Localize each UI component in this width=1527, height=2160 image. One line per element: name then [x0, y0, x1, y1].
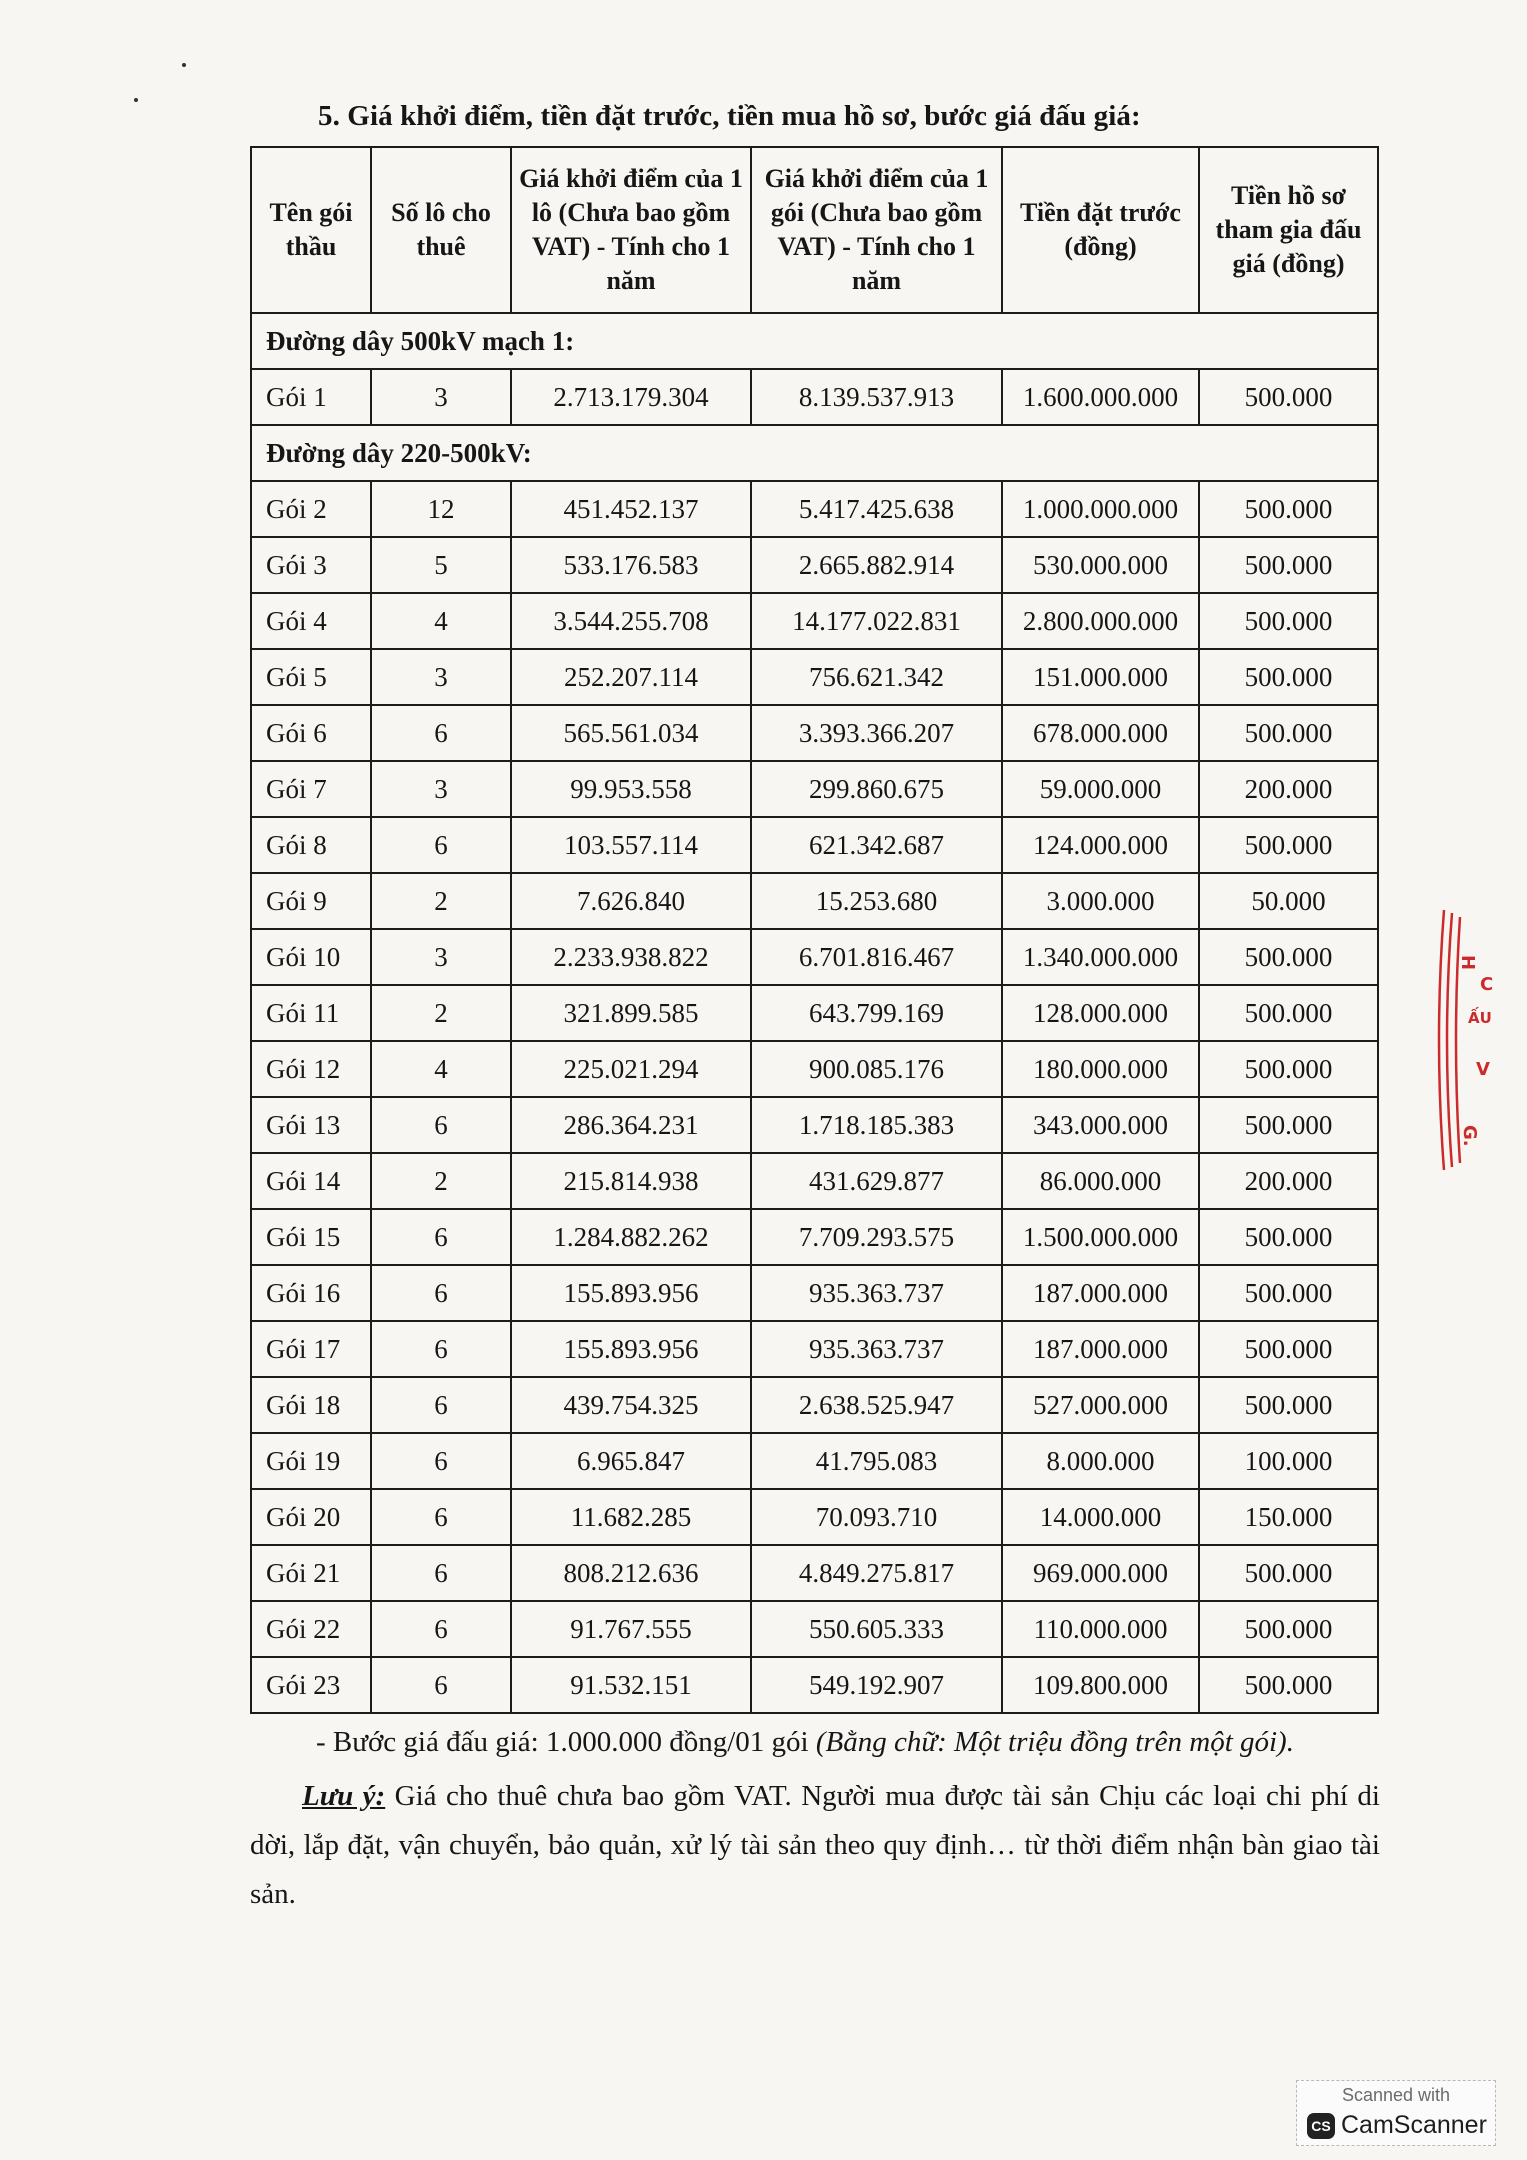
package-name-cell: Gói 20: [251, 1489, 371, 1545]
lot-start-price-cell: 1.284.882.262: [511, 1209, 751, 1265]
deposit-cell: 1.340.000.000: [1002, 929, 1199, 985]
table-row: [251, 873, 1378, 929]
lot-start-price-cell: 2.713.179.304: [511, 369, 751, 425]
bid-step-text: - Bước giá đấu giá: 1.000.000 đồng/01 gói: [316, 1726, 816, 1758]
deposit-cell: 180.000.000: [1002, 1041, 1199, 1097]
package-name-cell: Gói 18: [251, 1377, 371, 1433]
deposit-cell: 59.000.000: [1002, 761, 1199, 817]
deposit-cell: 2.800.000.000: [1002, 593, 1199, 649]
lot-start-price-cell: 91.767.555: [511, 1601, 751, 1657]
deposit-cell: 343.000.000: [1002, 1097, 1199, 1153]
lot-count-cell: 6: [371, 1545, 511, 1601]
camscanner-logo-icon: CS: [1307, 2113, 1335, 2139]
package-name-cell: Gói 3: [251, 537, 371, 593]
lot-start-price-cell: 215.814.938: [511, 1153, 751, 1209]
package-start-price-cell: 621.342.687: [751, 817, 1002, 873]
section-row: [251, 425, 1378, 481]
package-name-cell: Gói 5: [251, 649, 371, 705]
lot-count-cell: 6: [371, 1489, 511, 1545]
package-start-price-cell: 1.718.185.383: [751, 1097, 1002, 1153]
lot-count-cell: 3: [371, 649, 511, 705]
package-start-price-cell: 935.363.737: [751, 1321, 1002, 1377]
note-label: Lưu ý:: [302, 1780, 386, 1812]
seal-glyph: ẤU: [1468, 1009, 1492, 1027]
header-lot-count: Số lô cho thuê: [371, 147, 511, 313]
table-row: [251, 929, 1378, 985]
lot-start-price-cell: 2.233.938.822: [511, 929, 751, 985]
deposit-cell: 187.000.000: [1002, 1321, 1199, 1377]
package-name-cell: Gói 23: [251, 1657, 371, 1713]
lot-count-cell: 6: [371, 1657, 511, 1713]
dossier-fee-cell: 500.000: [1199, 1097, 1378, 1153]
table-row: [251, 1265, 1378, 1321]
package-name-cell: Gói 13: [251, 1097, 371, 1153]
lot-count-cell: 6: [371, 1601, 511, 1657]
package-start-price-cell: 431.629.877: [751, 1153, 1002, 1209]
camscanner-watermark: [1296, 2080, 1496, 2146]
lot-count-cell: 6: [371, 1097, 511, 1153]
red-seal-stamp: [1432, 905, 1502, 1175]
note-paragraph: [250, 1772, 1380, 1919]
package-name-cell: Gói 9: [251, 873, 371, 929]
package-name-cell: Gói 7: [251, 761, 371, 817]
dossier-fee-cell: 200.000: [1199, 1153, 1378, 1209]
lot-count-cell: 3: [371, 369, 511, 425]
deposit-cell: 187.000.000: [1002, 1265, 1199, 1321]
package-start-price-cell: 14.177.022.831: [751, 593, 1002, 649]
package-start-price-cell: 299.860.675: [751, 761, 1002, 817]
header-dossier-fee: Tiền hồ sơ tham gia đấu giá (đồng): [1199, 147, 1378, 313]
package-start-price-cell: 756.621.342: [751, 649, 1002, 705]
deposit-cell: 1.000.000.000: [1002, 481, 1199, 537]
section-row: [251, 313, 1378, 369]
package-start-price-cell: 8.139.537.913: [751, 369, 1002, 425]
package-start-price-cell: 6.701.816.467: [751, 929, 1002, 985]
table-body: [251, 313, 1378, 1713]
deposit-cell: 151.000.000: [1002, 649, 1199, 705]
scan-speck: [134, 98, 138, 102]
package-name-cell: Gói 21: [251, 1545, 371, 1601]
lot-count-cell: 6: [371, 705, 511, 761]
lot-start-price-cell: 6.965.847: [511, 1433, 751, 1489]
package-name-cell: Gói 2: [251, 481, 371, 537]
lot-count-cell: 3: [371, 761, 511, 817]
package-start-price-cell: 41.795.083: [751, 1433, 1002, 1489]
package-start-price-cell: 643.799.169: [751, 985, 1002, 1041]
seal-glyph: H: [1457, 955, 1478, 971]
package-name-cell: Gói 1: [251, 369, 371, 425]
lot-start-price-cell: 7.626.840: [511, 873, 751, 929]
dossier-fee-cell: 500.000: [1199, 1041, 1378, 1097]
dossier-fee-cell: 500.000: [1199, 481, 1378, 537]
lot-start-price-cell: 99.953.558: [511, 761, 751, 817]
dossier-fee-cell: 500.000: [1199, 705, 1378, 761]
lot-count-cell: 12: [371, 481, 511, 537]
table-row: [251, 1321, 1378, 1377]
seal-arc-left: [1439, 910, 1460, 1170]
seal-glyph: G.: [1459, 1125, 1480, 1147]
package-start-price-cell: 5.417.425.638: [751, 481, 1002, 537]
lot-start-price-cell: 155.893.956: [511, 1265, 751, 1321]
package-name-cell: Gói 12: [251, 1041, 371, 1097]
table-header-row: [251, 147, 1378, 313]
package-name-cell: Gói 10: [251, 929, 371, 985]
table-row: [251, 1153, 1378, 1209]
package-start-price-cell: 15.253.680: [751, 873, 1002, 929]
dossier-fee-cell: 500.000: [1199, 1321, 1378, 1377]
dossier-fee-cell: 50.000: [1199, 873, 1378, 929]
lot-start-price-cell: 451.452.137: [511, 481, 751, 537]
package-start-price-cell: 70.093.710: [751, 1489, 1002, 1545]
lot-start-price-cell: 439.754.325: [511, 1377, 751, 1433]
deposit-cell: 128.000.000: [1002, 985, 1199, 1041]
dossier-fee-cell: 500.000: [1199, 593, 1378, 649]
lot-start-price-cell: 91.532.151: [511, 1657, 751, 1713]
lot-count-cell: 2: [371, 873, 511, 929]
dossier-fee-cell: 100.000: [1199, 1433, 1378, 1489]
deposit-cell: 969.000.000: [1002, 1545, 1199, 1601]
package-name-cell: Gói 14: [251, 1153, 371, 1209]
table-row: [251, 985, 1378, 1041]
dossier-fee-cell: 500.000: [1199, 649, 1378, 705]
lot-start-price-cell: 155.893.956: [511, 1321, 751, 1377]
deposit-cell: 110.000.000: [1002, 1601, 1199, 1657]
package-name-cell: Gói 11: [251, 985, 371, 1041]
deposit-cell: 14.000.000: [1002, 1489, 1199, 1545]
dossier-fee-cell: 500.000: [1199, 1377, 1378, 1433]
table-row: [251, 1601, 1378, 1657]
package-start-price-cell: 900.085.176: [751, 1041, 1002, 1097]
deposit-cell: 530.000.000: [1002, 537, 1199, 593]
lot-count-cell: 4: [371, 593, 511, 649]
lot-count-cell: 6: [371, 1321, 511, 1377]
lot-start-price-cell: 286.364.231: [511, 1097, 751, 1153]
package-start-price-cell: 935.363.737: [751, 1265, 1002, 1321]
table-row: [251, 1209, 1378, 1265]
dossier-fee-cell: 150.000: [1199, 1489, 1378, 1545]
package-start-price-cell: 550.605.333: [751, 1601, 1002, 1657]
table-row: [251, 761, 1378, 817]
package-name-cell: Gói 19: [251, 1433, 371, 1489]
package-name-cell: Gói 4: [251, 593, 371, 649]
dossier-fee-cell: 500.000: [1199, 985, 1378, 1041]
deposit-cell: 124.000.000: [1002, 817, 1199, 873]
table-row: [251, 1545, 1378, 1601]
dossier-fee-cell: 500.000: [1199, 369, 1378, 425]
lot-start-price-cell: 533.176.583: [511, 537, 751, 593]
lot-count-cell: 6: [371, 1433, 511, 1489]
deposit-cell: 1.600.000.000: [1002, 369, 1199, 425]
package-name-cell: Gói 16: [251, 1265, 371, 1321]
deposit-cell: 527.000.000: [1002, 1377, 1199, 1433]
header-package-name: Tên gói thầu: [251, 147, 371, 313]
auction-price-table: [250, 146, 1379, 1714]
deposit-cell: 3.000.000: [1002, 873, 1199, 929]
table-row: [251, 1097, 1378, 1153]
lot-count-cell: 5: [371, 537, 511, 593]
table-row: [251, 1041, 1378, 1097]
header-deposit: Tiền đặt trước (đồng): [1002, 147, 1199, 313]
lot-count-cell: 2: [371, 985, 511, 1041]
table-row: [251, 369, 1378, 425]
lot-start-price-cell: 11.682.285: [511, 1489, 751, 1545]
table-row: [251, 817, 1378, 873]
lot-count-cell: 6: [371, 1377, 511, 1433]
lot-count-cell: 4: [371, 1041, 511, 1097]
lot-start-price-cell: 103.557.114: [511, 817, 751, 873]
dossier-fee-cell: 200.000: [1199, 761, 1378, 817]
table-row: [251, 593, 1378, 649]
lot-start-price-cell: 808.212.636: [511, 1545, 751, 1601]
deposit-cell: 109.800.000: [1002, 1657, 1199, 1713]
lot-count-cell: 6: [371, 1209, 511, 1265]
header-lot-start-price: Giá khởi điểm của 1 lô (Chưa bao gồm VAT) - Tính cho 1 năm: [511, 147, 751, 313]
dossier-fee-cell: 500.000: [1199, 1209, 1378, 1265]
package-name-cell: Gói 17: [251, 1321, 371, 1377]
seal-glyph: V: [1476, 1059, 1490, 1080]
section-title: Đường dây 220-500kV:: [251, 425, 1378, 481]
table-row: [251, 481, 1378, 537]
package-start-price-cell: 2.638.525.947: [751, 1377, 1002, 1433]
note-text: Giá cho thuê chưa bao gồm VAT. Người mua được tài sản Chịu các loại chi phí di dời, lắp đặt, vận chuyển, bảo quản, xử lý tài sản theo quy định… từ thời điểm nhận bàn giao tài sản.: [250, 1780, 1380, 1910]
header-package-start-price: Giá khởi điểm của 1 gói (Chưa bao gồm VAT) - Tính cho 1 năm: [751, 147, 1002, 313]
table-row: [251, 649, 1378, 705]
table-row: [251, 1657, 1378, 1713]
package-name-cell: Gói 8: [251, 817, 371, 873]
package-start-price-cell: 2.665.882.914: [751, 537, 1002, 593]
lot-start-price-cell: 3.544.255.708: [511, 593, 751, 649]
lot-count-cell: 6: [371, 817, 511, 873]
watermark-scanned-with: Scanned with: [1341, 2085, 1451, 2105]
package-name-cell: Gói 15: [251, 1209, 371, 1265]
deposit-cell: 8.000.000: [1002, 1433, 1199, 1489]
lot-start-price-cell: 321.899.585: [511, 985, 751, 1041]
deposit-cell: 86.000.000: [1002, 1153, 1199, 1209]
lot-start-price-cell: 225.021.294: [511, 1041, 751, 1097]
table-row: [251, 1433, 1378, 1489]
dossier-fee-cell: 500.000: [1199, 1545, 1378, 1601]
scan-speck: [182, 63, 186, 67]
section-heading: 5. Giá khởi điểm, tiền đặt trước, tiền mua hồ sơ, bước giá đấu giá:: [318, 100, 1141, 132]
package-name-cell: Gói 22: [251, 1601, 371, 1657]
dossier-fee-cell: 500.000: [1199, 1601, 1378, 1657]
dossier-fee-cell: 500.000: [1199, 1657, 1378, 1713]
lot-start-price-cell: 565.561.034: [511, 705, 751, 761]
package-start-price-cell: 3.393.366.207: [751, 705, 1002, 761]
seal-glyph: C: [1480, 974, 1494, 995]
dossier-fee-cell: 500.000: [1199, 537, 1378, 593]
table-row: [251, 1377, 1378, 1433]
dossier-fee-cell: 500.000: [1199, 929, 1378, 985]
package-name-cell: Gói 6: [251, 705, 371, 761]
deposit-cell: 1.500.000.000: [1002, 1209, 1199, 1265]
lot-count-cell: 2: [371, 1153, 511, 1209]
watermark-brand: CamScanner: [1341, 2111, 1487, 2139]
dossier-fee-cell: 500.000: [1199, 1265, 1378, 1321]
bid-step-in-words: (Bằng chữ: Một triệu đồng trên một gói).: [815, 1726, 1294, 1758]
bid-step-line: [316, 1718, 1294, 1767]
lot-start-price-cell: 252.207.114: [511, 649, 751, 705]
table-row: [251, 705, 1378, 761]
table-row: [251, 537, 1378, 593]
section-title: Đường dây 500kV mạch 1:: [251, 313, 1378, 369]
package-start-price-cell: 7.709.293.575: [751, 1209, 1002, 1265]
package-start-price-cell: 4.849.275.817: [751, 1545, 1002, 1601]
lot-count-cell: 6: [371, 1265, 511, 1321]
table-row: [251, 1489, 1378, 1545]
dossier-fee-cell: 500.000: [1199, 817, 1378, 873]
package-start-price-cell: 549.192.907: [751, 1657, 1002, 1713]
deposit-cell: 678.000.000: [1002, 705, 1199, 761]
lot-count-cell: 3: [371, 929, 511, 985]
